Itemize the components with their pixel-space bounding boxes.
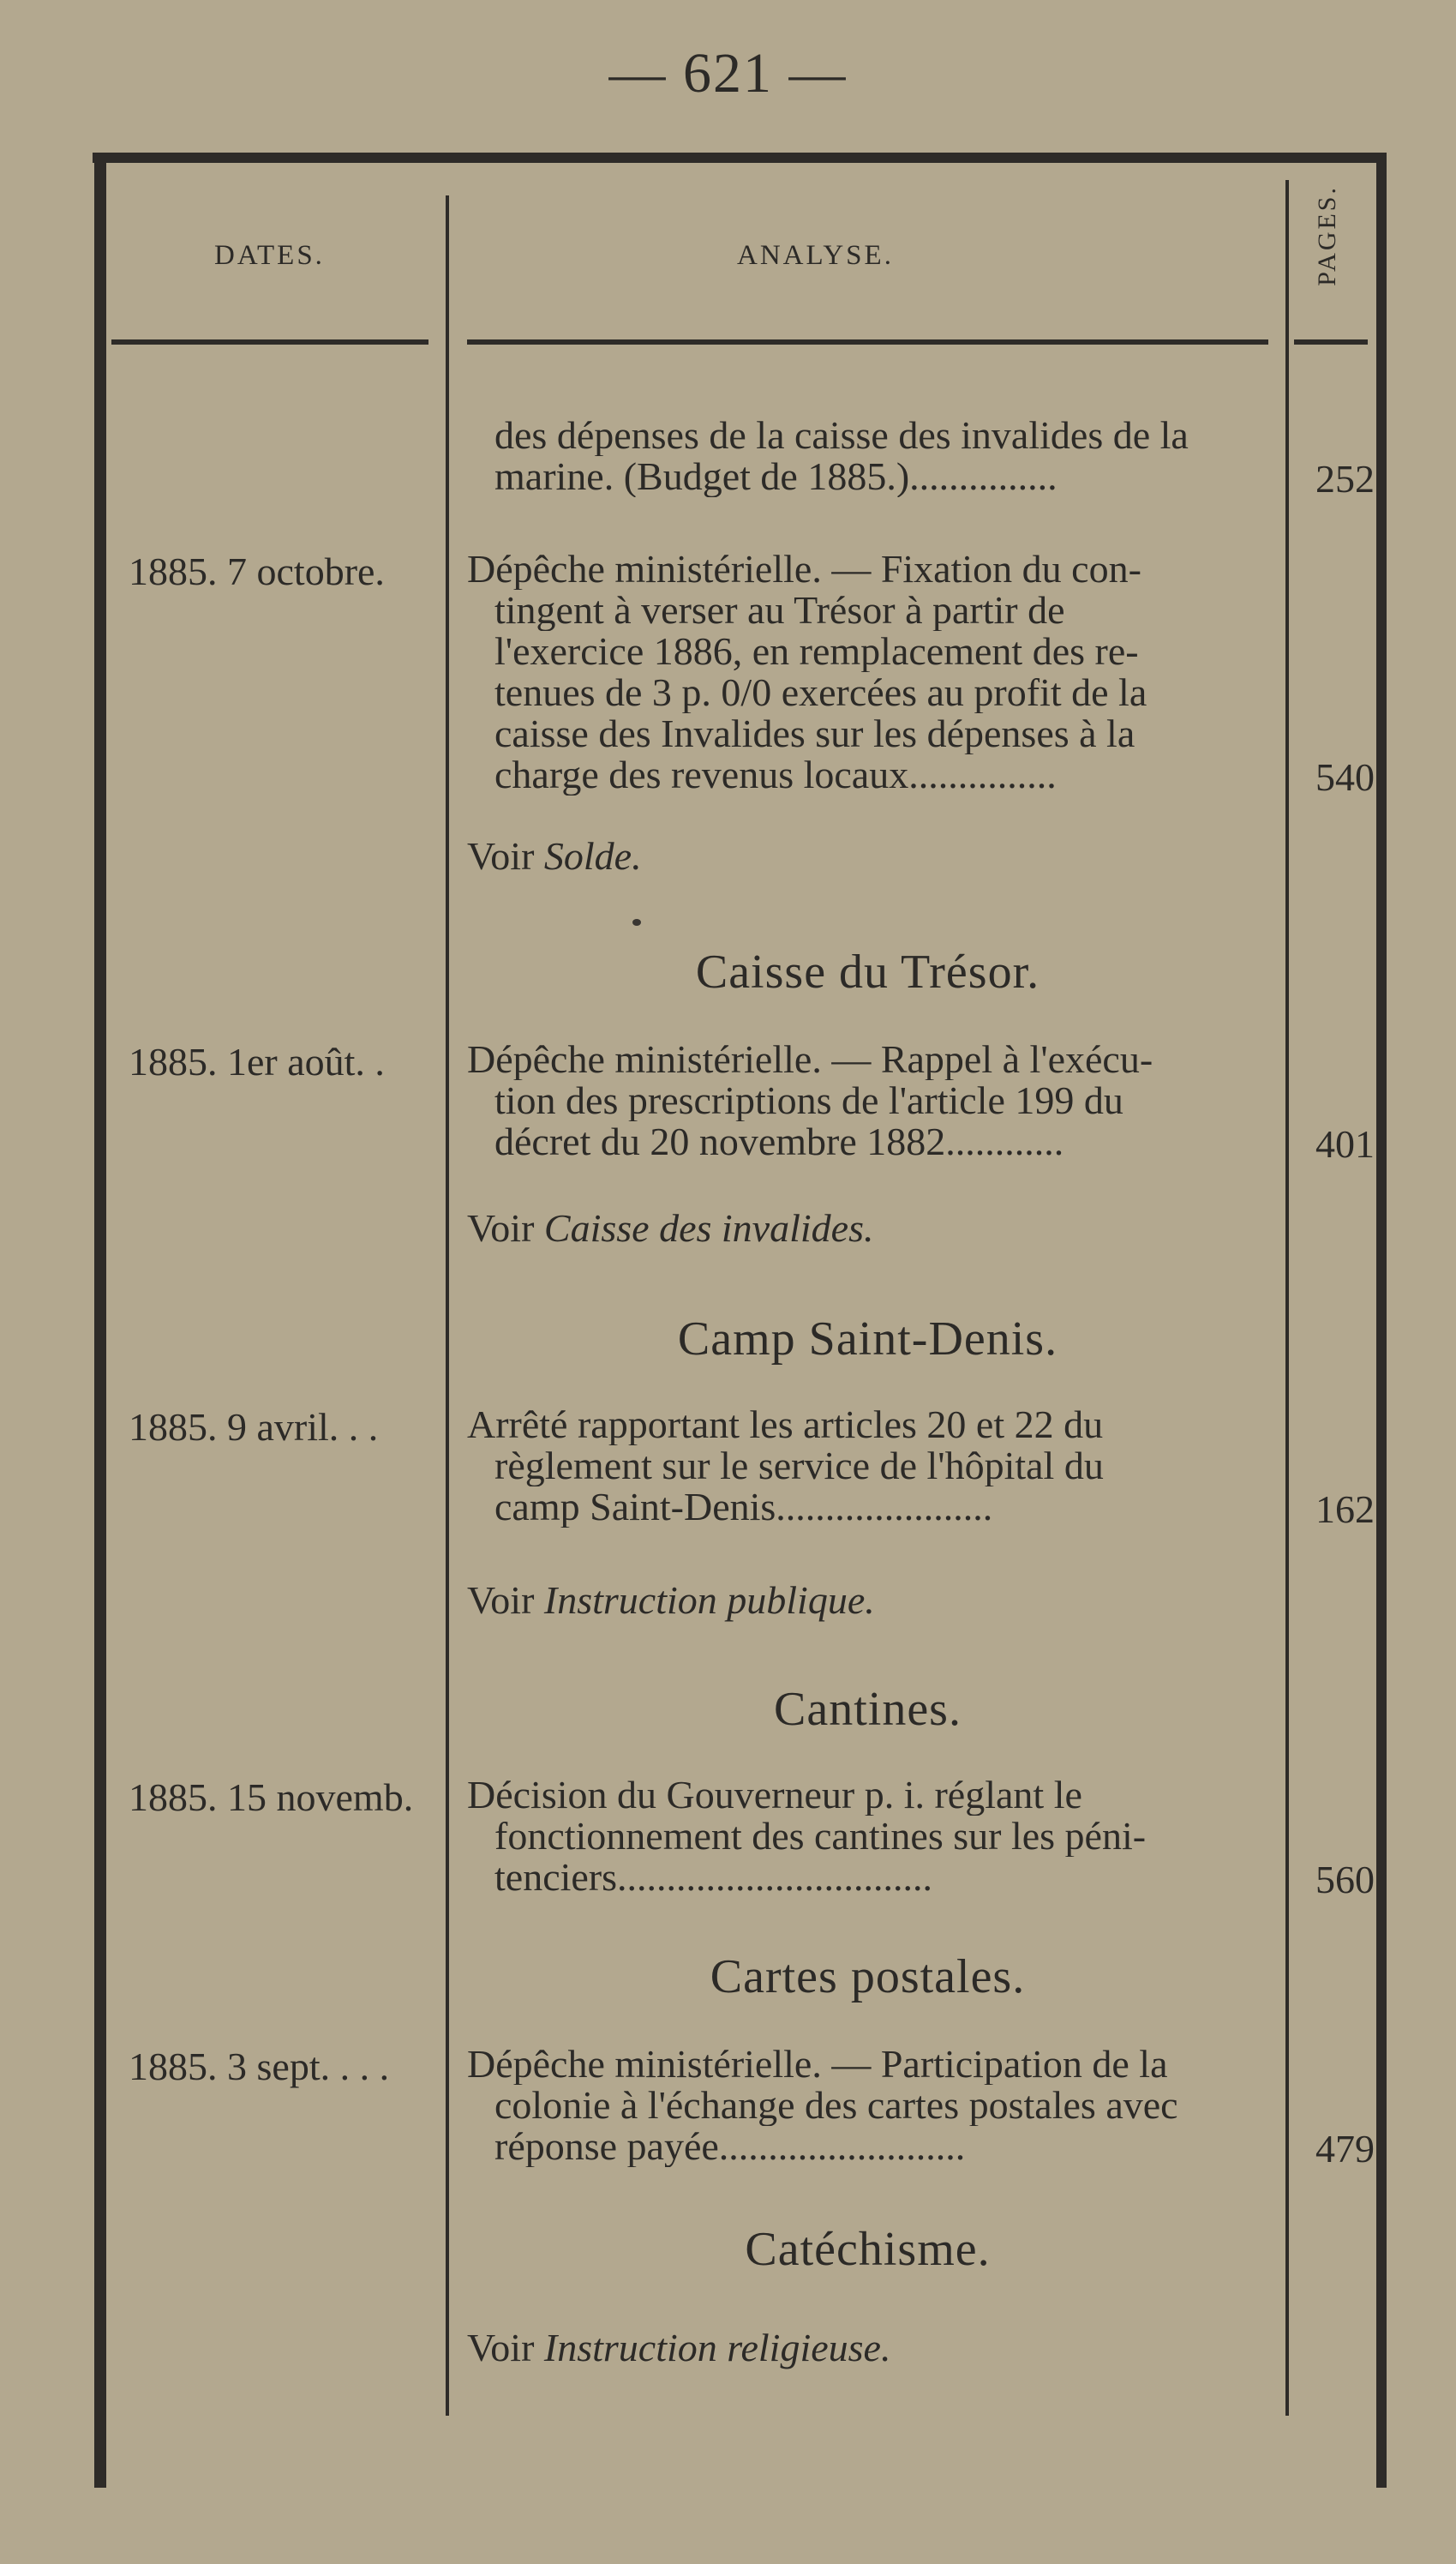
column-header-pages: PAGES.	[1313, 185, 1341, 286]
entry-page-ref: 479	[1315, 2127, 1375, 2171]
entry-line: colonie à l'échange des cartes postales avec	[494, 2085, 1178, 2126]
header-underline-dates	[111, 339, 428, 345]
entry-analysis	[467, 1404, 1268, 1528]
column-header-analyse: ANALYSE.	[737, 240, 894, 271]
entry-line: Décision du Gouverneur p. i. réglant le	[467, 1774, 1082, 1816]
see-also	[467, 1577, 875, 1623]
section-heading: Caisse du Trésor.	[695, 946, 1040, 999]
entry-analysis	[467, 2044, 1268, 2167]
entry-line: Dépêche ministérielle. — Rappel à l'exécu-	[467, 1039, 1153, 1080]
table-right-border	[1376, 163, 1387, 2488]
section-heading: Cantines.	[774, 1683, 962, 1736]
entry-line: règlement sur le service de l'hôpital du	[494, 1445, 1104, 1486]
entry-date: 1885. 1er août. .	[129, 1040, 385, 1084]
entry-page-ref: 252	[1315, 457, 1375, 501]
see-also	[467, 2325, 890, 2370]
ink-speck	[632, 919, 641, 926]
entry-page-ref: 401	[1315, 1122, 1375, 1166]
see-also-prefix: Voir	[467, 2326, 544, 2369]
see-also	[467, 833, 642, 879]
entry-line: marine. (Budget de 1885.)...............	[494, 456, 1058, 497]
entry-page-ref: 162	[1315, 1487, 1375, 1531]
column-divider-dates	[446, 195, 449, 2416]
entry-date: 1885. 7 octobre.	[129, 549, 385, 593]
see-also-ref: Instruction religieuse.	[543, 2326, 891, 2369]
see-also-ref: Solde.	[543, 834, 642, 878]
column-header-dates: DATES.	[214, 240, 325, 271]
table-top-rule	[93, 153, 1387, 163]
header-underline-pages	[1294, 339, 1368, 345]
entry-line: tion des prescriptions de l'article 199 du	[494, 1080, 1123, 1121]
entry-line: fonctionnement des cantines sur les péni-	[494, 1816, 1147, 1857]
entry-analysis	[467, 549, 1268, 796]
entry-line: caisse des Invalides sur les dépenses à la	[494, 713, 1135, 754]
entry-line: tingent à verser au Trésor à partir de	[494, 590, 1065, 631]
entry-line: camp Saint-Denis......................	[494, 1486, 993, 1528]
header-underline-analyse	[467, 339, 1268, 345]
see-also-prefix: Voir	[467, 1578, 544, 1622]
section-heading: Camp Saint-Denis.	[677, 1312, 1058, 1366]
entry-page-ref: 540	[1315, 755, 1375, 799]
entry-analysis	[467, 415, 1268, 497]
entry-analysis	[467, 1039, 1268, 1162]
entry-date: 1885. 3 sept. . . .	[129, 2045, 390, 2088]
entry-line: tenciers................................	[494, 1857, 933, 1898]
entry-analysis	[467, 1774, 1268, 1898]
entry-line: l'exercice 1886, en remplacement des re-	[494, 631, 1139, 672]
page-number: — 621 —	[608, 42, 848, 105]
entry-line: Dépêche ministérielle. — Fixation du con-	[467, 549, 1141, 590]
entry-page-ref: 560	[1315, 1858, 1375, 1901]
entry-line: réponse payée.........................	[494, 2126, 966, 2167]
entry-line: Dépêche ministérielle. — Participation de la	[467, 2044, 1168, 2085]
see-also	[467, 1205, 873, 1251]
see-also-prefix: Voir	[467, 1206, 544, 1250]
entry-line: des dépenses de la caisse des invalides de la	[494, 415, 1189, 456]
column-divider-pages	[1285, 180, 1289, 2416]
table-left-border	[94, 163, 106, 2488]
entry-line: décret du 20 novembre 1882............	[494, 1121, 1064, 1162]
entry-date: 1885. 9 avril. . .	[129, 1405, 379, 1449]
entry-line: Arrêté rapportant les articles 20 et 22 du	[467, 1404, 1104, 1445]
section-heading: Catéchisme.	[745, 2223, 991, 2276]
see-also-ref: Instruction publique.	[543, 1578, 875, 1622]
entry-line: tenues de 3 p. 0/0 exercées au profit de la	[494, 672, 1147, 713]
see-also-ref: Caisse des invalides.	[543, 1206, 874, 1250]
entry-date: 1885. 15 novemb.	[129, 1775, 414, 1819]
see-also-prefix: Voir	[467, 834, 544, 878]
section-heading: Cartes postales.	[710, 1950, 1026, 2003]
entry-line: charge des revenus locaux...............	[494, 754, 1057, 796]
